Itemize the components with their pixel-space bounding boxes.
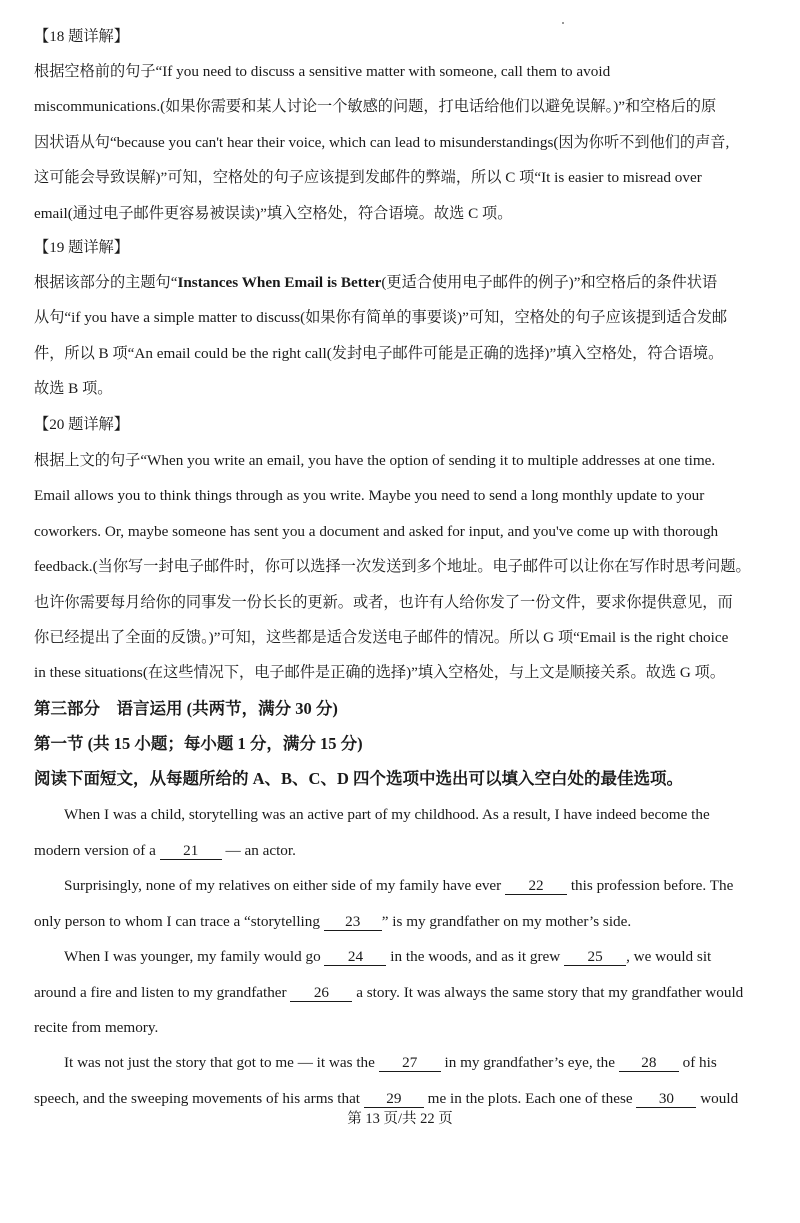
passage-p1-line-2: [34, 841, 772, 861]
text-run: this profession before. The: [567, 877, 734, 894]
text-run: would: [696, 1090, 739, 1107]
text-run: Surprisingly, none of my relatives on either side of my family have ever: [64, 877, 506, 894]
text-run: me in the plots. Each one of these: [423, 1090, 637, 1107]
q20-line-3: coworkers. Or, maybe someone has sent you a document and asked for input, and you've come up with thorough: [34, 523, 719, 540]
q19-line-2: 从句“if you have a simple matter to discuss(如果你有简单的事要谈)”可知，空格处的句子应该提到适合发邮: [34, 309, 728, 326]
passage-p3-line-2: [34, 983, 772, 1003]
text-run: only person to whom I can trace a “storytelling: [34, 913, 324, 930]
q20-line-2: Email allows you to think things through as you write. Maybe you need to send a long monthly update to your: [34, 487, 705, 504]
passage-p4-line-1: [64, 1053, 772, 1073]
passage-p4-line-2: [34, 1089, 772, 1109]
q18-line-1: 根据空格前的句子“If you need to discuss a sensitive matter with someone, call them to avoid: [34, 63, 611, 80]
text-run: in my grandfather’s eye, the: [440, 1054, 619, 1071]
text-run: in the woods, and as it grew: [386, 948, 565, 965]
q19-tag: 【19 题详解】: [34, 239, 129, 256]
text-run: a story. It was always the same story that my grandfather would: [352, 984, 744, 1001]
blank-30: 30: [636, 1090, 696, 1108]
text-run: It was not just the story that got to me — it was the: [64, 1054, 379, 1071]
q19-line-4: 故选 B 项。: [34, 380, 113, 397]
q20-tag: 【20 题详解】: [34, 416, 129, 433]
blank-29: 29: [364, 1090, 424, 1108]
q20-line-7: in these situations(在这些情况下，电子邮件是正确的选择)”填入空格处，与上文是顺接关系。故选 G 项。: [34, 664, 726, 681]
text-run: When I was younger, my family would go: [64, 948, 325, 965]
q19-line-1-start: 根据该部分的主题句“: [34, 274, 178, 291]
blank-27: 27: [379, 1054, 441, 1072]
text-run: ” is my grandfather on my mother’s side.: [381, 913, 632, 930]
q19-line-3: 件，所以 B 项“An email could be the right call(发封电子邮件可能是正确的选择)”填入空格处，符合语境。: [34, 345, 724, 362]
section1-title: 第一节 (共 15 小题；每小题 1 分，满分 15 分): [34, 734, 363, 753]
text-run: around a fire and listen to my grandfather: [34, 984, 291, 1001]
blank-25: 25: [564, 948, 626, 966]
q18-tag: 【18 题详解】: [34, 28, 129, 45]
passage-p3-line-3: recite from memory.: [34, 1019, 159, 1036]
section1-instruction: 阅读下面短文，从每题所给的 A、B、C、D 四个选项中选出可以填入空白处的最佳选项。: [34, 769, 684, 788]
text-run: modern version of a: [34, 842, 160, 859]
q19-topic-sentence: Instances When Email is Better: [177, 274, 382, 291]
blank-22: 22: [505, 877, 567, 895]
q19-line-1: [34, 273, 772, 293]
text-run: , we would sit: [626, 948, 712, 965]
text-run: of his: [678, 1054, 717, 1071]
page-number: 第 13 页/共 22 页: [347, 1111, 453, 1127]
scan-speck: [562, 22, 564, 24]
q19-line-1-end: (更适合使用电子邮件的例子)”和空格后的条件状语: [381, 274, 718, 291]
text-run: — an actor.: [221, 842, 296, 859]
passage-p3-line-1: [64, 947, 772, 967]
text-run: speech, and the sweeping movements of his arms that: [34, 1090, 364, 1107]
blank-26: 26: [290, 984, 352, 1002]
passage-p2-line-1: [64, 876, 772, 896]
q18-line-2: miscommunications.(如果你需要和某人讨论一个敏感的问题，打电话给他们以避免误解。)”和空格后的原: [34, 98, 717, 115]
passage-p2-line-2: [34, 912, 772, 932]
q20-line-6: 你已经提出了全面的反馈。)”可知，这些都是适合发送电子邮件的情况。所以 G 项“Email is the right choice: [34, 629, 729, 646]
q18-line-5: email(通过电子邮件更容易被误读)”填入空格处，符合语境。故选 C 项。: [34, 205, 513, 222]
q18-line-4: 这可能会导致误解)”可知，空格处的句子应该提到发邮件的弊端，所以 C 项“It is easier to misread over: [34, 169, 702, 186]
q20-line-5: 也许你需要每月给你的同事发一份长长的更新。或者，也许有人给你发了一份文件，要求你提供意见，而: [34, 594, 733, 611]
blank-23: 23: [324, 913, 382, 931]
q18-line-3: 因状语从句“because you can't hear their voice, which can lead to misunderstandings(因为你听不到他们的声音,: [34, 134, 730, 151]
part3-title: 第三部分 语言运用 (共两节，满分 30 分): [34, 699, 338, 718]
q20-line-1: 根据上文的句子“When you write an email, you have the option of sending it to multiple addresses at one time.: [34, 452, 716, 469]
q20-line-4: feedback.(当你写一封电子邮件时，你可以选择一次发送到多个地址。电子邮件可以让你在写作时思考问题。: [34, 558, 751, 575]
passage-p1-line-1: When I was a child, storytelling was an active part of my childhood. As a result, I have indeed become the: [64, 806, 710, 823]
blank-24: 24: [324, 948, 386, 966]
blank-28: 28: [619, 1054, 679, 1072]
blank-21: 21: [160, 842, 222, 860]
